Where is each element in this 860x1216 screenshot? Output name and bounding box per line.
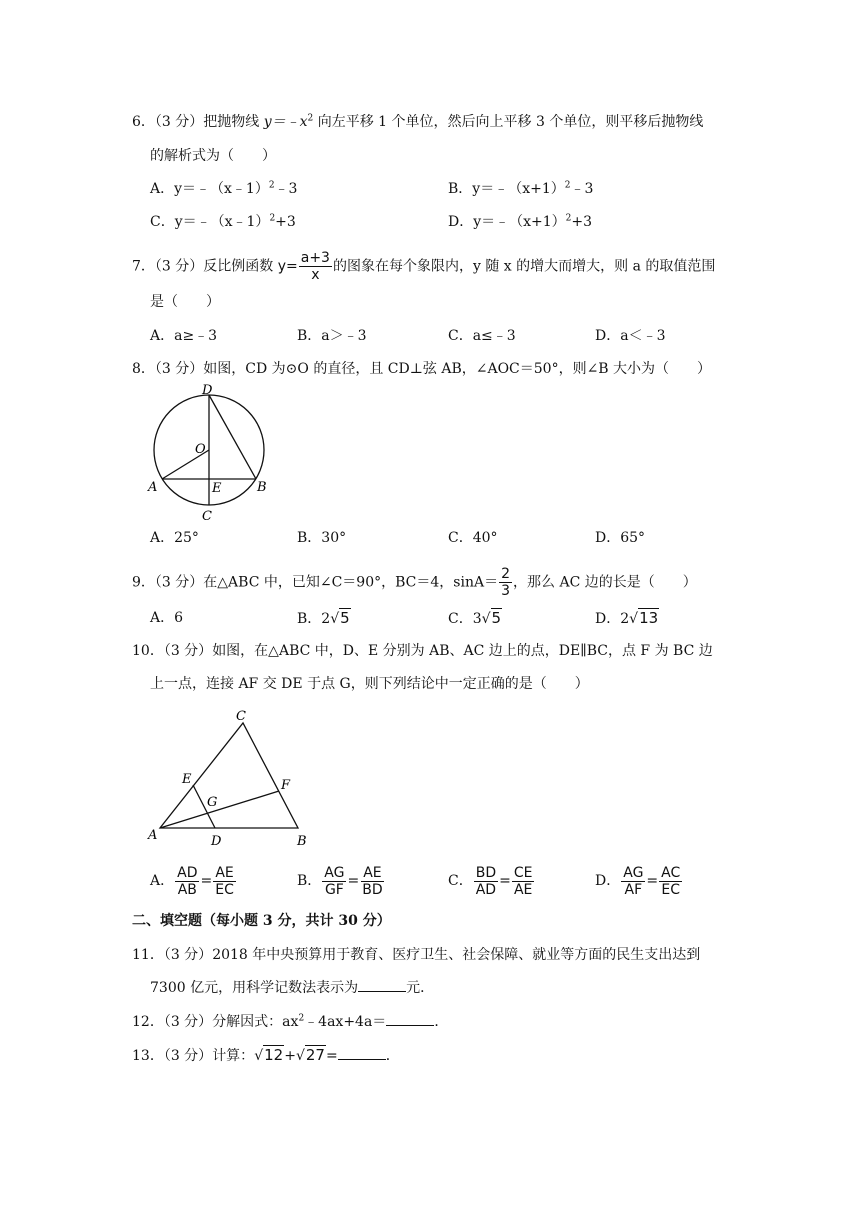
math-y-eq: y= <box>277 258 298 275</box>
fraction <box>474 865 498 898</box>
label-d: D <box>202 383 213 398</box>
option-text: C．3 <box>448 611 482 627</box>
option-b[interactable]: B．30° <box>297 530 347 546</box>
label-a: A <box>148 828 158 843</box>
question-points: （3 分） <box>154 574 204 591</box>
option-text: B．2 <box>297 611 331 627</box>
option-label: A． <box>150 873 175 889</box>
exponent: 2 <box>269 213 276 224</box>
question-text: 如图，CD 为⊙O 的直径，且 CD⊥弦 AB，∠AOC＝50°，则∠B 大小为（ ） <box>203 361 712 377</box>
sqrt: √13 <box>629 609 659 627</box>
question-text: 向左平移 1 个单位，然后向上平移 3 个单位，则平移后抛物线 <box>313 114 704 130</box>
option-c[interactable] <box>448 862 535 900</box>
denominator: AB <box>177 881 197 898</box>
sqrt: √5 <box>481 609 502 627</box>
equals: = <box>347 873 360 889</box>
question-points: （3 分） <box>163 1014 213 1030</box>
numerator: BD <box>475 864 497 881</box>
option-b[interactable] <box>297 862 386 900</box>
option-text: B．y＝﹣（x+1） <box>448 181 565 197</box>
question-13 <box>132 1045 400 1066</box>
option-b[interactable] <box>448 179 593 199</box>
option-text: D．y＝﹣（x+1） <box>448 214 566 230</box>
question-points: （3 分） <box>163 643 213 659</box>
label-a: A <box>148 480 158 495</box>
fraction <box>659 865 682 898</box>
option-d[interactable]: D．a＜﹣3 <box>595 328 666 344</box>
numerator: AG <box>324 864 345 881</box>
question-7 <box>132 250 715 283</box>
triangle-abc <box>160 723 298 828</box>
question-number: 8． <box>132 361 155 377</box>
answer-blank[interactable] <box>338 1047 386 1060</box>
exponent: 2 <box>268 180 275 191</box>
exponent: 2 <box>307 113 314 124</box>
question-7-cont: 是（ ） <box>150 294 220 310</box>
option-c[interactable]: C．40° <box>448 530 498 546</box>
sqrt: √12 <box>254 1046 284 1064</box>
math-expression: y＝﹣x <box>263 114 308 130</box>
option-text: +3 <box>275 214 296 230</box>
option-c[interactable] <box>448 608 502 629</box>
question-text: ． <box>434 1014 449 1030</box>
question-text: 反比例函数 <box>203 258 278 275</box>
denominator: x <box>311 267 320 283</box>
numerator: AC <box>661 864 681 881</box>
option-text: D．2 <box>595 611 630 627</box>
answer-blank[interactable] <box>358 979 406 992</box>
radicand: 5 <box>491 609 502 627</box>
question-number: 6． <box>132 114 155 130</box>
fraction <box>499 566 512 599</box>
option-b[interactable] <box>297 608 351 629</box>
question-text: ﹣4ax+4a＝ <box>304 1014 387 1030</box>
fraction <box>512 865 535 898</box>
question-text: 把抛物线 <box>203 114 264 130</box>
triangle-diagram <box>140 705 320 850</box>
option-d[interactable] <box>595 862 683 900</box>
question-11 <box>132 945 700 965</box>
question-number: 13． <box>132 1048 164 1064</box>
question-points: （3 分） <box>154 114 204 130</box>
numerator: a+3 <box>300 250 330 266</box>
equals: = <box>200 873 213 889</box>
question-10 <box>132 641 713 661</box>
question-8 <box>132 359 711 379</box>
numerator: 2 <box>501 566 511 582</box>
option-text: ﹣3 <box>570 181 594 197</box>
option-text: +3 <box>571 214 593 230</box>
option-a[interactable]: A．6 <box>150 610 184 626</box>
equals: = <box>325 1048 338 1064</box>
circle-diagram <box>140 380 280 525</box>
numerator: AG <box>623 864 644 881</box>
question-number: 12． <box>132 1014 164 1030</box>
question-text: ． <box>385 1048 400 1064</box>
exponent: 2 <box>298 1013 305 1024</box>
numerator: AE <box>363 864 382 881</box>
segment-db <box>209 395 256 479</box>
option-label: C． <box>448 873 473 889</box>
plus-sign: + <box>284 1048 296 1064</box>
option-a[interactable] <box>150 179 297 199</box>
radicand: 13 <box>639 609 659 627</box>
option-label: B． <box>297 873 322 889</box>
question-11-cont <box>150 978 434 998</box>
fraction <box>213 865 236 898</box>
equals: = <box>499 873 511 889</box>
equals: = <box>646 873 659 889</box>
fraction <box>621 865 645 898</box>
label-c: C <box>202 509 212 524</box>
denominator: EC <box>215 881 234 898</box>
fraction <box>299 250 332 283</box>
sqrt: √5 <box>330 609 350 627</box>
question-points: （3 分） <box>163 1048 213 1064</box>
question-6 <box>132 112 703 132</box>
numerator: AE <box>215 864 234 881</box>
option-label: D． <box>595 873 621 889</box>
numerator: AD <box>177 864 198 881</box>
label-d: D <box>211 834 222 849</box>
question-number: 11． <box>132 947 164 963</box>
denominator: BD <box>362 881 383 898</box>
denominator: EC <box>661 881 681 898</box>
fraction <box>360 865 384 898</box>
question-points: （3 分） <box>154 361 204 377</box>
option-a[interactable] <box>150 862 237 900</box>
question-text: 在△ABC 中，已知∠C＝90°，BC＝4，sinA＝ <box>203 574 499 591</box>
denominator: 3 <box>501 583 511 599</box>
radicand: 12 <box>264 1046 284 1064</box>
label-b: B <box>297 834 307 849</box>
denominator: AD <box>475 881 497 898</box>
denominator: GF <box>324 881 344 898</box>
question-text: 7300 亿元，用科学记数法表示为 <box>150 980 359 996</box>
question-12 <box>132 1012 448 1032</box>
option-d[interactable] <box>595 608 659 629</box>
option-c[interactable] <box>150 212 296 232</box>
label-g: G <box>207 795 218 810</box>
numerator: CE <box>513 864 533 881</box>
question-number: 7． <box>132 258 155 275</box>
question-text: 的图象在每个象限内，y 随 x 的增大而增大，则 a 的取值范围 <box>332 258 716 275</box>
option-d[interactable] <box>448 212 592 232</box>
exponent: 2 <box>564 180 571 191</box>
fraction <box>322 865 346 898</box>
label-e: E <box>182 772 192 787</box>
question-text: 元． <box>406 980 435 996</box>
option-text: A．y＝﹣（x﹣1） <box>150 181 269 197</box>
exponent: 2 <box>565 213 572 224</box>
label-b: B <box>257 480 267 495</box>
question-text: ，那么 AC 边的长是（ ） <box>513 574 697 591</box>
denominator: AF <box>624 881 643 898</box>
question-text: 分解因式：ax <box>212 1014 299 1030</box>
radicand: 27 <box>305 1046 325 1064</box>
label-e: E <box>212 481 222 496</box>
option-c[interactable]: C．a≤﹣3 <box>448 328 516 344</box>
answer-blank[interactable] <box>386 1013 434 1026</box>
question-text: 计算： <box>212 1048 255 1064</box>
option-text: C．y＝﹣（x﹣1） <box>150 214 270 230</box>
label-f: F <box>281 778 291 793</box>
question-9 <box>132 566 697 599</box>
question-points: （3 分） <box>163 947 213 963</box>
question-10-cont: 上一点，连接 AF 交 DE 于点 G，则下列结论中一定正确的是（ ） <box>150 676 589 692</box>
fraction <box>175 865 199 898</box>
question-number: 9． <box>132 574 155 591</box>
label-o: O <box>195 442 206 457</box>
option-a[interactable]: A．25° <box>150 530 199 546</box>
question-number: 10． <box>132 643 164 659</box>
option-b[interactable]: B．a＞﹣3 <box>297 328 367 344</box>
question-text: 如图，在△ABC 中，D、E 分别为 AB、AC 边上的点，DE∥BC，点 F 为 BC 边 <box>212 643 713 659</box>
option-text: ﹣3 <box>274 181 298 197</box>
option-a[interactable]: A．a≥﹣3 <box>150 328 218 344</box>
question-points: （3 分） <box>154 258 204 275</box>
question-6-cont: 的解析式为（ ） <box>150 148 276 164</box>
radicand: 5 <box>340 609 350 627</box>
segment-af <box>160 791 279 828</box>
question-text: 2018 年中央预算用于教育、医疗卫生、社会保障、就业等方面的民生支出达到 <box>212 947 701 963</box>
section-heading: 二、填空题（每小题 3 分，共计 30 分） <box>132 913 391 929</box>
denominator: AE <box>513 881 533 898</box>
label-c: C <box>236 709 246 724</box>
sqrt: √27 <box>295 1046 325 1064</box>
option-d[interactable]: D．65° <box>595 530 646 546</box>
